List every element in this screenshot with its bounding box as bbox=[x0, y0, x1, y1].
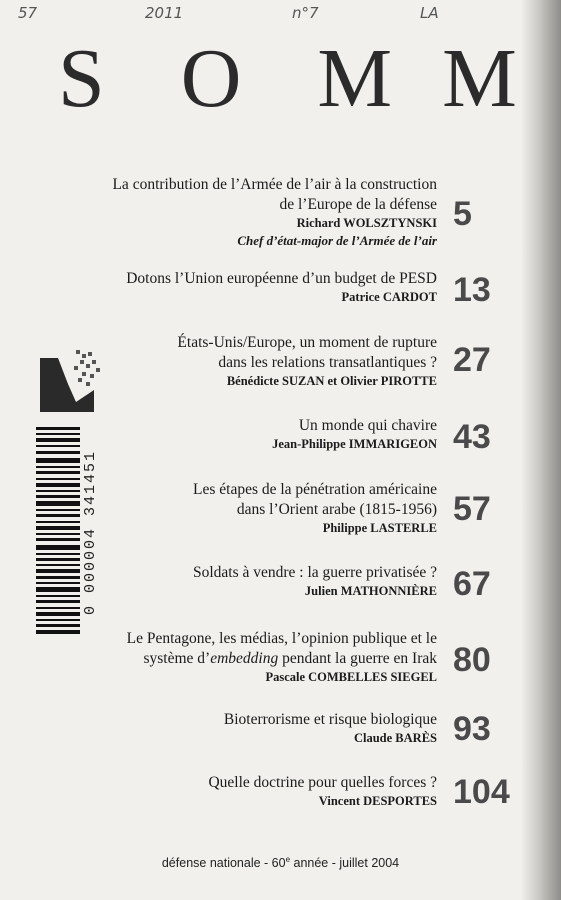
toc-entry-author: Philippe LASTERLE bbox=[322, 521, 437, 535]
toc-entry-title: dans l’Orient arabe (1815-1956) bbox=[236, 501, 437, 518]
toc-entry-title: Un monde qui chavire bbox=[298, 417, 437, 434]
toc-entry[interactable] bbox=[60, 563, 515, 601]
handwritten-note-4: LA bbox=[420, 4, 439, 22]
title-letter-3: M bbox=[317, 32, 393, 125]
page-footer bbox=[0, 855, 561, 870]
toc-entry-text bbox=[177, 333, 453, 390]
page-spine-shadow bbox=[521, 0, 561, 900]
toc-entry-author: Patrice CARDOT bbox=[341, 290, 437, 304]
toc-entry-page: 93 bbox=[453, 710, 491, 748]
toc-entry[interactable] bbox=[60, 269, 515, 307]
toc-entry-author: Jean-Philippe IMMARIGEON bbox=[272, 437, 437, 451]
barcode-digits: 0 000004 341451 bbox=[82, 449, 99, 615]
table-of-contents bbox=[60, 175, 515, 810]
toc-entry-page: 104 bbox=[453, 773, 510, 811]
handwritten-note-3: n°7 bbox=[292, 4, 319, 22]
toc-entry-title: Soldats à vendre : la guerre privatisée ? bbox=[192, 564, 437, 581]
toc-entry-title-emphasis: embedding bbox=[210, 650, 279, 667]
toc-entry-title: Bioterrorisme et risque biologique bbox=[223, 711, 437, 728]
title-letter-2: O bbox=[180, 32, 242, 125]
title-letter-4: M bbox=[442, 32, 517, 125]
page-title bbox=[58, 30, 517, 127]
toc-entry-author: Claude BARÈS bbox=[353, 731, 437, 745]
toc-entry-author: Julien MATHONNIÈRE bbox=[304, 584, 437, 598]
toc-entry[interactable] bbox=[60, 175, 515, 249]
toc-entry[interactable] bbox=[60, 629, 515, 686]
toc-entry-text bbox=[127, 629, 453, 686]
toc-entry-page: 57 bbox=[453, 490, 491, 528]
toc-entry-title: Quelle doctrine pour quelles forces ? bbox=[208, 774, 437, 791]
toc-entry[interactable] bbox=[60, 333, 515, 390]
toc-entry-author: Vincent DESPORTES bbox=[318, 794, 437, 808]
footer-superscript: e bbox=[285, 855, 291, 864]
toc-entry-text bbox=[208, 773, 453, 810]
title-letter-1: S bbox=[58, 32, 105, 125]
toc-entry-author: Pascale COMBELLES SIEGEL bbox=[265, 670, 437, 684]
toc-entry[interactable] bbox=[60, 480, 515, 537]
toc-entry-title: dans les relations transatlantiques ? bbox=[218, 354, 437, 371]
toc-entry-text bbox=[193, 480, 453, 537]
toc-entry-title: La contribution de l’Armée de l’air à la construction bbox=[112, 176, 437, 193]
toc-entry[interactable] bbox=[60, 416, 515, 454]
handwritten-note-1: 57 bbox=[18, 4, 38, 22]
toc-entry-title-part: pendant la guerre en Irak bbox=[278, 650, 437, 667]
toc-entry-title bbox=[127, 649, 437, 669]
toc-entry-page: 43 bbox=[453, 418, 491, 456]
toc-entry-title: Dotons l’Union européenne d’un budget de PESD bbox=[126, 270, 437, 287]
toc-entry-text bbox=[224, 710, 453, 747]
toc-entry-title-part: système d’ bbox=[143, 650, 211, 667]
toc-entry-page: 13 bbox=[453, 271, 491, 309]
footer-text: défense nationale - 60 bbox=[161, 856, 286, 871]
toc-entry-page: 27 bbox=[453, 341, 491, 379]
toc-entry-author: Bénédicte SUZAN et Olivier PIROTTE bbox=[226, 374, 437, 388]
toc-entry-text bbox=[126, 269, 453, 306]
footer-text: année - juillet 2004 bbox=[290, 856, 400, 871]
toc-entry-title: Les étapes de la pénétration américaine bbox=[193, 481, 437, 498]
toc-entry-title: de l’Europe de la défense bbox=[279, 196, 437, 213]
toc-entry-page: 67 bbox=[453, 565, 491, 603]
toc-entry-role: Chef d’état-major de l’Armée de l’air bbox=[237, 233, 437, 248]
toc-entry-title: États-Unis/Europe, un moment de rupture bbox=[177, 334, 437, 351]
toc-entry[interactable] bbox=[60, 773, 515, 810]
toc-entry-text bbox=[112, 175, 453, 249]
toc-entry-text bbox=[193, 563, 453, 600]
toc-entry-page: 5 bbox=[453, 195, 472, 233]
handwritten-note-2: 2011 bbox=[145, 4, 184, 22]
toc-entry-title: Le Pentagone, les médias, l’opinion publique et le bbox=[126, 630, 437, 647]
toc-entry-author: Richard WOLSZTYNSKI bbox=[296, 216, 437, 230]
toc-entry-page: 80 bbox=[453, 641, 491, 679]
toc-entry-text bbox=[272, 416, 453, 453]
toc-entry[interactable] bbox=[60, 710, 515, 747]
